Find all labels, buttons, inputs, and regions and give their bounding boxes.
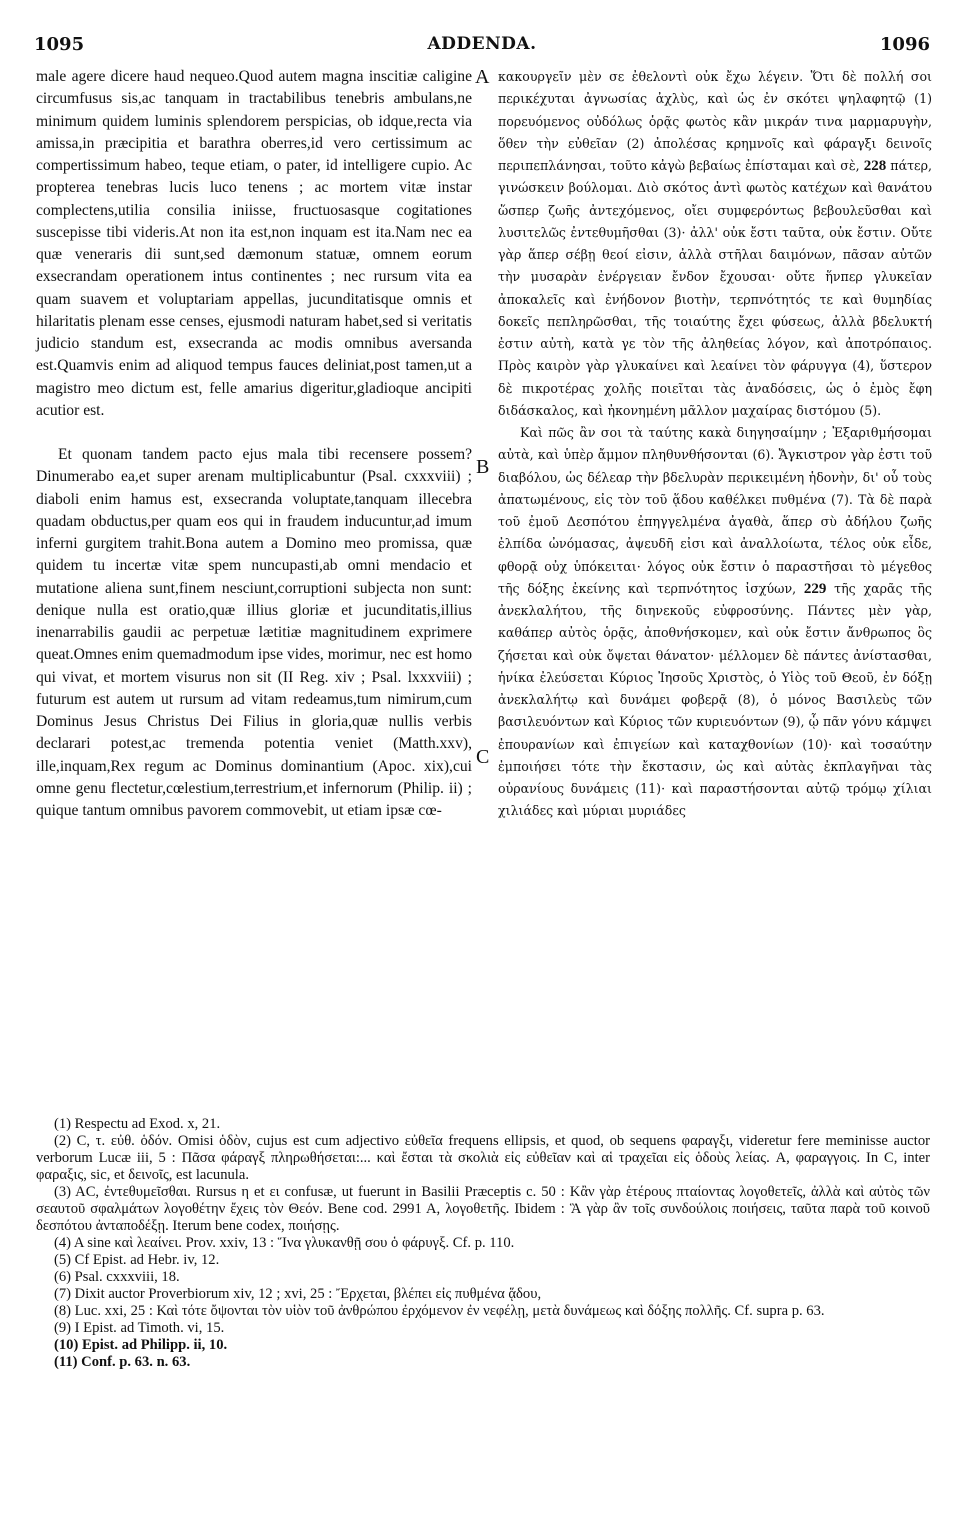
footnote-4: (4) A sine καὶ λεαίνει. Prov. xxiv, 13 : Ἵνα γλυκανθῇ σου ὁ φάρυγξ. Cf. p. 110. — [54, 1235, 515, 1251]
section-marker-a: A — [475, 66, 490, 88]
greek-text: Καὶ πῶς ἂν σοι τὰ ταύτης κακὰ διηγησαίμην ; Ἐξαριθμήσομαι αὐτὰ, καὶ ὑπὲρ ἄμμον πληθυνθήσονται (6). Ἄγκιστρον γὰρ ἐστι τοῦ διαβόλου, ὡς δέλεαρ τὴν βδελυρὰν περικειμένη ἡδονὴν, δι' οὗ τοὺς ἀπατωμένους, εἰς τὸν τοῦ ᾅδου καθέλκει πυθμένα (7). Τὰ δὲ παρὰ τοῦ ἐμοῦ Δεσπότου ἐπηγγελμένα ἀγαθὰ, ἅπερ σὺ ἀδήλου ζωῆς ἐλπίδα ὠνόμασας, ἀψευδῆ εἰσι καὶ ἀναλλοίωτα, τέλος οὐκ εἶδε, φθορᾷ οὐχ ὑπόκειται· λόγος οὐκ ἔστιν ὁ παραστῆσαι τὸ μέγεθος τῆς δόξης ἐκείνης καὶ τερπνότητος ἰσχύων, — [498, 425, 932, 596]
section-marker-c: C — [476, 746, 490, 768]
latin-paragraph-1: male agere dicere haud nequeo.Quod autem magna inscitiæ caligine circumfusus sis,ac tanquam in tractabilibus tenebris ambulans,ne minimum quidem luminis splendorem perspicias, ob idque,recta via amissa,in præcipitia et barathra oberres,id vero certissimum ac compertissimum habeo, teque etiam, o pater, id intelligere cupio. Ac propterea tenebras lucis luco tenens ; ac mortem vitæ instar complectens,utilia consilia iniisse, fructuosasque cogitationes suscepisse tibi videris.At non ita est,non inquam est ita.Nam nec ea quæ veneraris dii sunt,sed dæmonum statuæ, omnem eorum exsecrandam operationem intus continentes ; nec rursum vita ea quam suavem et voluptariam appellas, jucunditatisque omnis et hilaritatis plenam esse censes, ejusmodi naturam habet,sed si veritatis judicio standum est, exsecranda ac modis omnibus aversanda est.Quamvis enim ad aliquod tempus fauces deliniat,post tamen,ut a magistro meo dictum est, felle amarius digeritur,gladioque ancipiti acutior est. — [36, 68, 472, 419]
greek-column — [498, 66, 932, 823]
greek-text: τῆς χαρᾶς τῆς ἀνεκλαλήτου, τῆς διηνεκοῦς εὐφροσύνης. Πάντες μὲν γὰρ, καθάπερ αὐτὸς ὁρᾷς, ἀποθνήσκομεν, καὶ οὐκ ἔστιν ἄνθρωπος ὃς ζήσεται καὶ οὐκ ὄψεται θάνατον· μέλλομεν δὲ πάντες ἀνίστασθαι, ἡνίκα ἐλεύσεται Κύριος Ἰησοῦς Χριστὸς, ὁ Υἱὸς τοῦ Θεοῦ, ἐν δόξῃ ἀνεκλαλήτῳ καὶ δυνάμει φοβερᾷ (8), ὁ μόνος Βασιλεὺς τῶν βασιλευόντων καὶ Κύριος τῶν κυριευόντων (9), ᾧ πᾶν γόνυ κάμψει ἐπουρανίων καὶ ἐπιγείων καὶ καταχθονίων (10)· καὶ τοσαύτην ἐμποιήσει τότε τὴν ἔκστασιν, ὡς καὶ αὐτὰς ἐκπλαγῆναι τὰς οὐρανίους δυνάμεις (11)· καὶ παραστήσονται αὐτῷ τρόμῳ χίλιαι χιλιάδες καὶ μύριαι μυριάδες — [498, 580, 932, 819]
footnote-5: (5) Cf Epist. ad Hebr. iv, 12. — [54, 1252, 220, 1268]
page-header — [34, 34, 930, 58]
greek-paragraph-2 — [498, 422, 932, 823]
section-marker-b: B — [476, 456, 490, 478]
footnote-10: (10) Epist. ad Philipp. ii, 10. — [54, 1337, 228, 1353]
footnote-8: (8) Luc. xxi, 25 : Καὶ τότε ὄψονται τὸν υἱὸν τοῦ ἀνθρώπου ἐρχόμενον ἐν νεφέλῃ, μετὰ δυνάμεως καὶ δόξης πολλῆς. Cf. supra p. 63. — [54, 1303, 825, 1319]
latin-column — [36, 66, 472, 822]
footnote-6: (6) Psal. cxxxviii, 18. — [54, 1269, 180, 1285]
footnotes — [36, 1116, 930, 1371]
greek-paragraph-1 — [498, 66, 932, 422]
footnote-3: (3) AC, ἐντεθυμεῖσθαι. Rursus η et ει confusæ, ut fuerunt in Basilii Præceptis c. 50 : Κἂν γὰρ ἑτέρους πταίοντας λογοθετεῖς, ἀλλὰ καὶ αὐτὸς τῶν σεαυτοῦ σφαλμάτων λογοθέτην ἔχεις τὸν Θεόν. Bene cod. 2991 A, λογοθετῆς. Ibidem : Ἃ γὰρ ἂν τοῖς συνδούλοις ποιήσεις, ταῦτα παρὰ τοῦ κοινοῦ δεσπότου ἀνταποδέξῃ. Iterum bene codex, ποιήσῃς. — [36, 1184, 930, 1234]
greek-text: πάτερ, γινώσκειν βούλομαι. Διὸ σκότος ἀντὶ φωτὸς κατέχων καὶ θανάτου ὥσπερ ζωῆς ἀντεχόμενος, οἴει συμφερόντως βεβουλεῦσθαι καὶ λυσιτελῶς ἐντεθυμῆσθαι (3)· ἀλλ' οὐκ ἔστι ταῦτα, οὐκ ἔστιν. Οὔτε γὰρ ἅπερ σέβῃ θεοί εἰσιν, ἀλλὰ στῆλαι δαιμόνων, πᾶσαν αὐτῶν τὴν μυσαρὰν ἐνέργειαν ἔνδον ἔχουσαι· οὔτε ἥνπερ γλυκεῖαν ἀποκαλεῖς καὶ ἐνήδονον βιοτὴν, τερπνότητός τε καὶ θυμηδίας δοκεῖς πεπληρῶσθαι, τῆς τοιαύτης ἔχει φύσεως, ἀλλὰ βδελυκτή ἐστιν αὐτὴ, κατὰ γε τὸν τῆς ἀληθείας λόγον, καὶ ἀποτρόπαιος. Πρὸς καιρὸν γὰρ γλυκαίνει καὶ λεαίνει τὸν φάρυγγα (4), ὕστερον δὲ πικροτέρας χολῆς ποιεῖται τὰς ἀναδόσεις, ὡς ὁ ἐμὸς ἔφη διδάσκαλος, καὶ ἠκονημένη μᾶλλον μαχαίρας διστόμου (5). — [498, 158, 932, 418]
left-page-number: 1095 — [34, 34, 85, 55]
footnote-1: (1) Respectu ad Exod. x, 21. — [54, 1116, 221, 1132]
footnote-7: (7) Dixit auctor Proverbiorum xiv, 12 ; xvi, 25 : Ἔρχεται, βλέπει εἰς πυθμένα ᾅδου, — [54, 1286, 542, 1302]
greek-text: κακουργεῖν μὲν σε ἐθελοντὶ οὐκ ἔχω λέγειν. Ὅτι δὲ πολλή σοι περικέχυται ἀγνωσίας ἀχλὺς, καὶ ὡς ἐν σκότει ψηλαφητῷ (1) πορευόμενος οὐδόλως ὁρᾷς φωτὸς κἂν μικράν τινα μαρμαρυγὴν, ὅθεν τὴν εὐθεῖαν (2) ἀπολέσας κρημνοῖς καὶ φάραγξι δεινοῖς περιπεπλάνησαι, τοῦτο κἀγὼ βεβαίως ἐπίσταμαι καὶ σὲ, — [498, 69, 932, 173]
running-title: ADDENDA. — [427, 34, 537, 54]
footnote-11: (11) Conf. p. 63. n. 63. — [54, 1354, 191, 1370]
latin-paragraph-2: Et quonam tandem pacto ejus mala tibi recensere possem? Dinumerabo ea,et super arenam multiplicabuntur (Psal. cxxxviii) ; diaboli enim hamus est, exsecranda voluptate,tanquam illecebra quadam obductus,per quam eos qui in fraudem inducuntur,ad imum inferni gurgitem trahit.Bona autem a Domino meo promissa, quæ quidem tu incertæ vitæ spem nuncupasti,ab omni mendacio et mutatione aliena sunt,finem nesciunt,corruptioni subjecta non sunt: denique nulla est oratio,quæ illius gloriæ et jucunditatis,illius inenarrabilis gaudii ac perpetuæ lætitiæ magnitudinem exprimere queat.Omnes enim quemadmodum ipse vides, morimur, nec est homo qui vivat, et mortem visurus non sit (II Reg. xiv ; Psal. lxxxviii) ; futurum est autem ut rursum ad vitam redeamus,tum nimirum,cum Dominus Jesus Christus Dei Filius in gloria,quæ nullis verbis declarari potest,ac tremenda potentia veniet (Matth.xxv), ille,inquam,Rex regum ac Dominus dominantium (Apoc. xix),cui omne genu flectetur,cœlestium,terrestrium,et infernorum (Philip. ii) ; quique tantum omnibus pavorem commovebit, ut etiam ipsæ cœ- — [36, 446, 472, 819]
right-page-number: 1096 — [879, 34, 930, 55]
footnote-2: (2) C, τ. εὐθ. ὁδόν. Omisi ὁδὸν, cujus est cum adjectivo εὐθεῖα frequens ellipsis, et quod, ob sequens φαραγξι, videretur fere meminisse auctor verborum Lucæ iii, 5 : Πᾶσα φάραγξ πληρωθήσεται:... καὶ ἔσται τὰ σκολιὰ εἰς εὐθεῖαν καὶ αἱ τραχεῖαι εἰς ὁδοὺς λείας. A, φαραγγοις. In C, inter φαραξις, sic, et δεινοῖς, est lacunula. — [36, 1133, 930, 1183]
footnote-9: (9) I Epist. ad Timoth. vi, 15. — [54, 1320, 225, 1336]
migne-column-number: 229 — [803, 580, 827, 597]
migne-column-number: 228 — [863, 158, 887, 174]
